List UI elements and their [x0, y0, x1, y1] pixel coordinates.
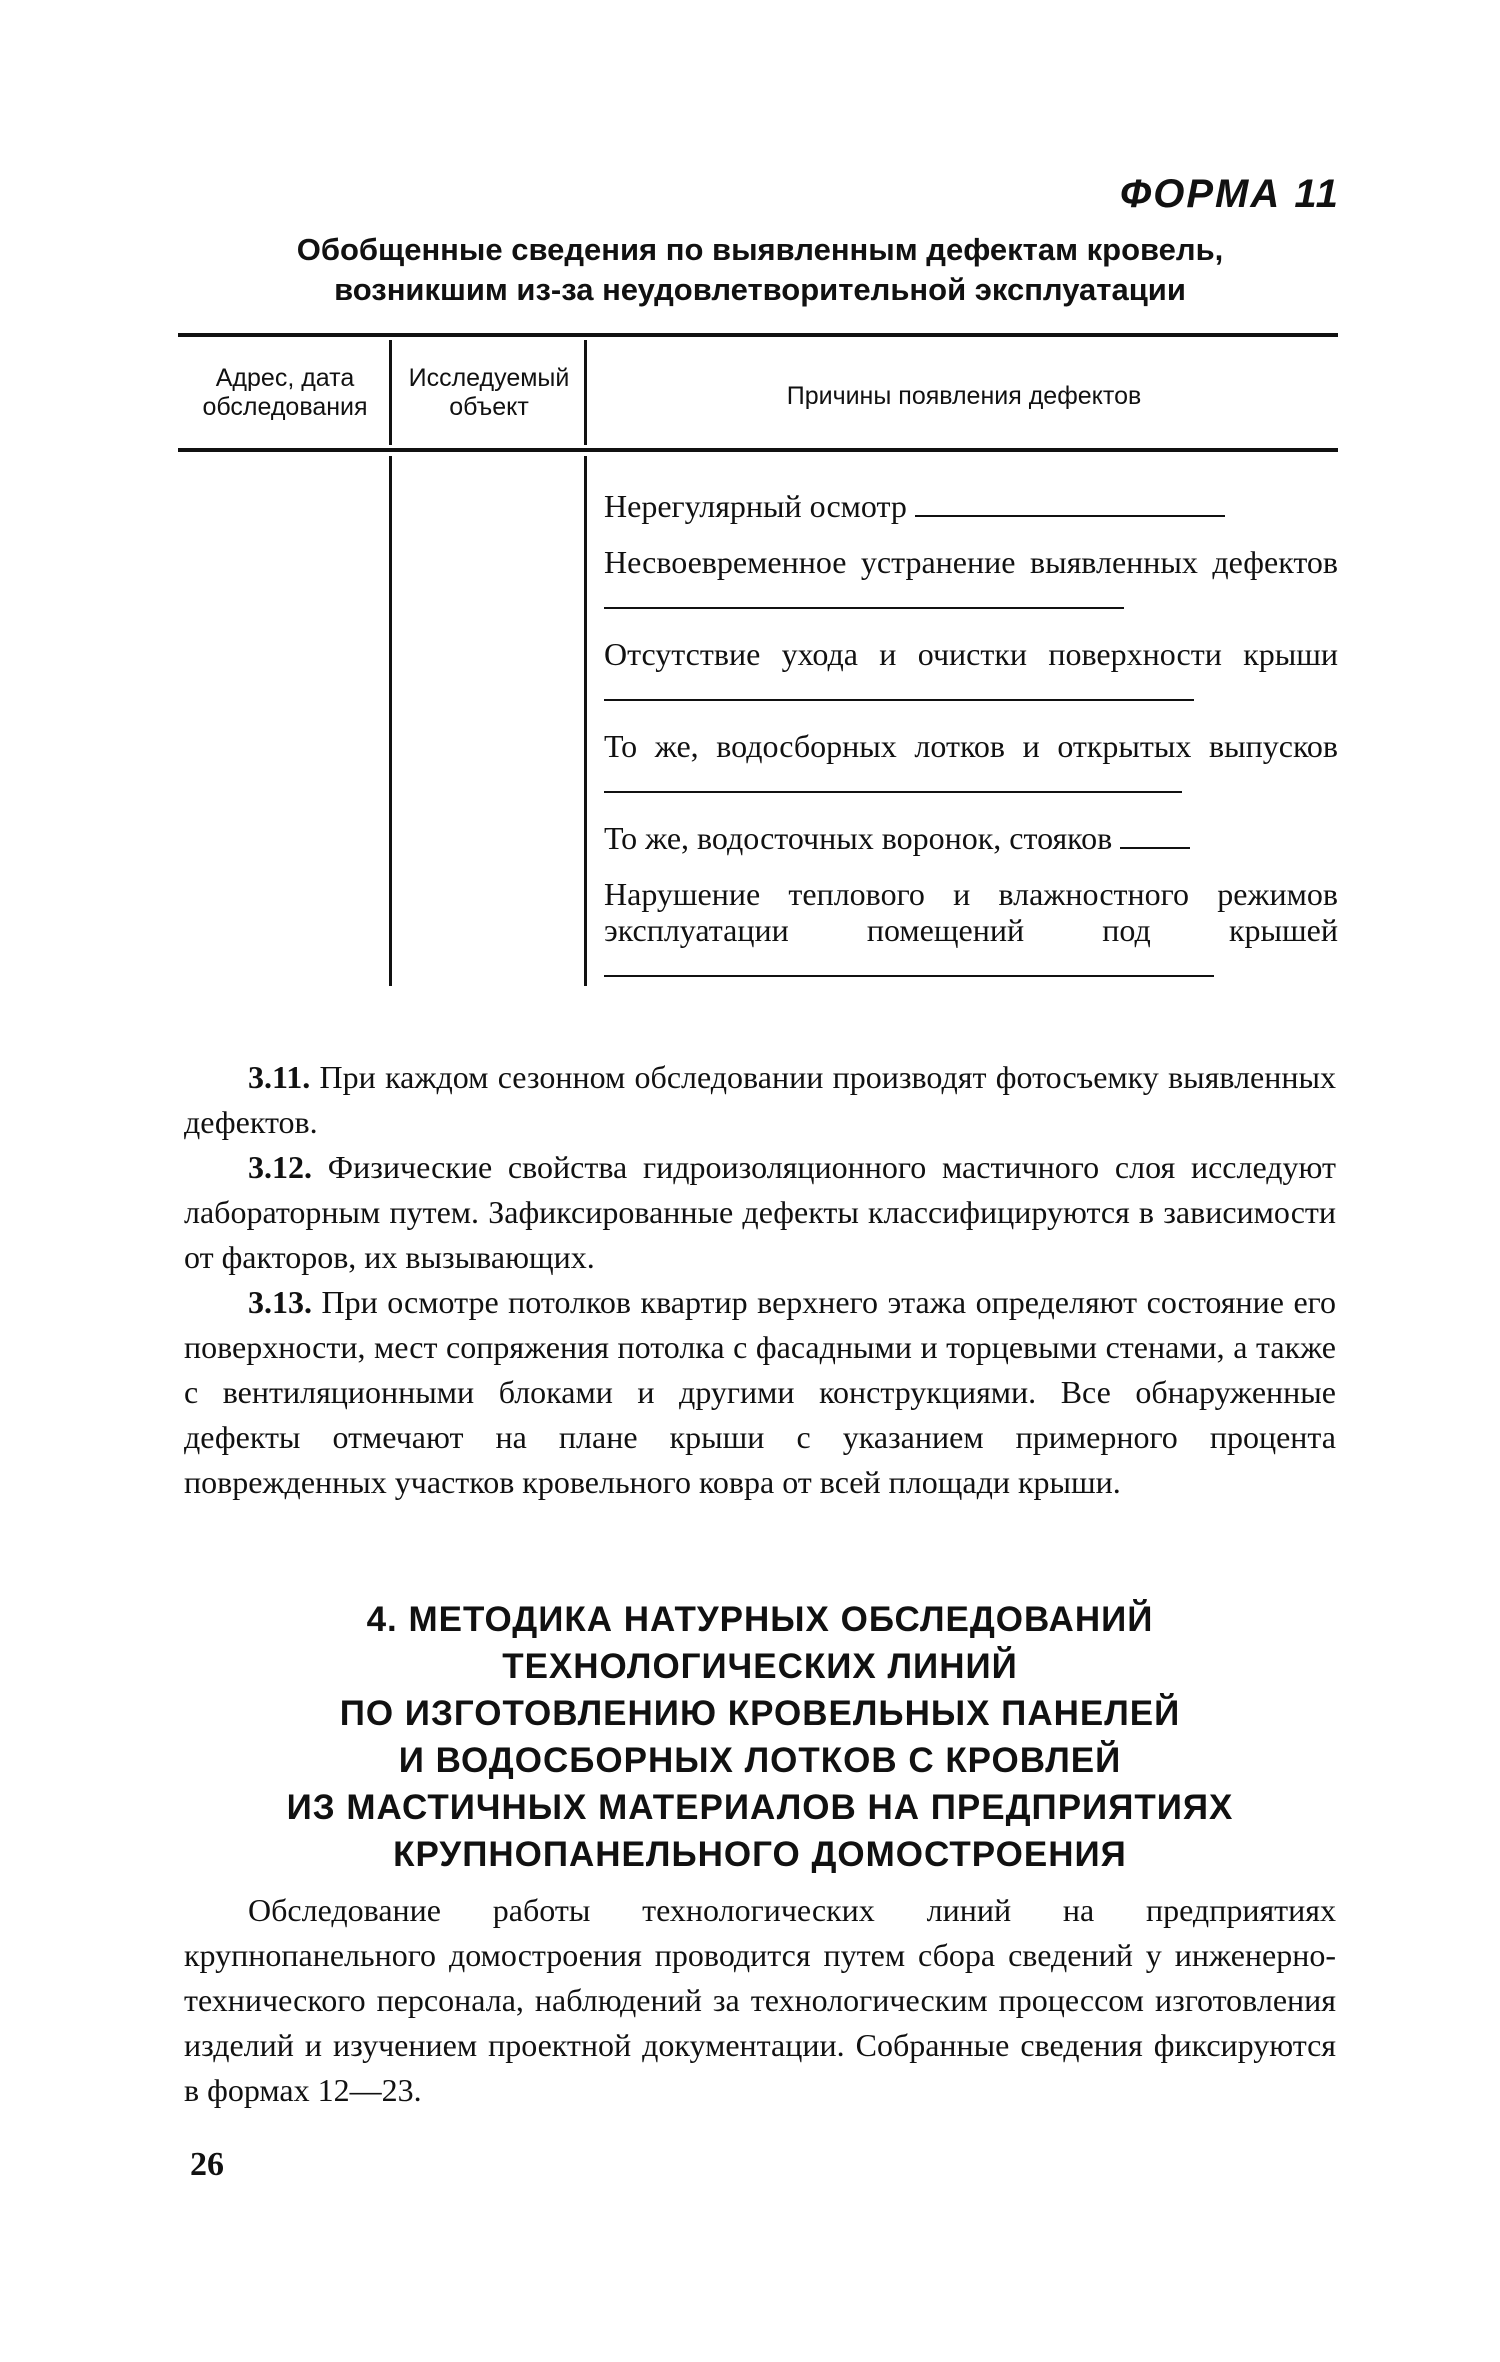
cause-item: То же, водосборных лотков и открытых выпусков: [604, 728, 1338, 800]
page-number: 26: [190, 2146, 224, 2183]
form-title: [170, 230, 1350, 310]
cause-item: То же, водосточных воронок, стояков: [604, 820, 1338, 856]
table-header-rule: [178, 448, 1338, 452]
table-header-causes: Причины появления дефектов: [786, 382, 1142, 410]
heading-line: ПО ИЗГОТОВЛЕНИЮ КРОВЕЛЬНЫХ ПАНЕЛЕЙ: [339, 1694, 1181, 1733]
column-divider: [584, 340, 587, 445]
section-body: [184, 1888, 1336, 2113]
form-title-line: Обобщенные сведения по выявленным дефектам кровель,: [296, 232, 1224, 267]
column-divider: [389, 340, 392, 445]
table-header-object: Исследуемый объект: [408, 364, 570, 421]
cause-item: Отсутствие ухода и очистки поверхности крыши: [604, 636, 1338, 708]
paragraph: 3.13. При осмотре потолков квартир верхнего этажа определяют состояние его поверхности, мест сопряжения потолка с фасадными и торцевыми стенами, а также с вентиляционными блоками и другими конструкциями. Все обнаруженные дефекты отмечают на плане крыши с указанием примерного процента поврежденных участков кровельного ковра от всей площади крыши.: [184, 1284, 1337, 1500]
paragraph: 3.12. Физические свойства гидроизоляционного мастичного слоя исследуют лабораторным путем. Зафиксированные дефекты классифицируются в зависимости от факторов, их вызывающих.: [184, 1149, 1337, 1275]
paragraph: Обследование работы технологических линий на предприятиях крупнопанельного домостроения проводится путем сбора сведений у инженерно-технического персонала, наблюдений за технологическим процессом изготовления изделий и изучением проектной документации. Собранные сведения фиксируются в формах 12—23.: [184, 1892, 1336, 2108]
heading-line: КРУПНОПАНЕЛЬНОГО ДОМОСТРОЕНИЯ: [393, 1835, 1127, 1874]
heading-line: ИЗ МАСТИЧНЫХ МАТЕРИАЛОВ НА ПРЕДПРИЯТИЯХ: [286, 1788, 1234, 1827]
form-label: ФОРМА 11: [1120, 172, 1340, 216]
column-divider: [584, 456, 587, 986]
heading-line: 4. МЕТОДИКА НАТУРНЫХ ОБСЛЕДОВАНИЙ: [366, 1600, 1154, 1639]
form-title-line: возникшим из-за неудовлетворительной эксплуатации: [334, 272, 1186, 307]
cause-item: Нарушение теплового и влажностного режимов эксплуатации помещений под крышей: [604, 876, 1338, 984]
table-top-rule: [178, 333, 1338, 337]
body-paragraphs: [184, 1055, 1336, 1505]
causes-list: [604, 488, 1338, 1004]
table-header-address: Адрес, дата обследования: [202, 364, 368, 421]
section-heading: [184, 1596, 1336, 1878]
heading-line: И ВОДОСБОРНЫХ ЛОТКОВ С КРОВЛЕЙ: [398, 1741, 1122, 1780]
cause-item: Нерегулярный осмотр: [604, 488, 1338, 524]
paragraph: 3.11. При каждом сезонном обследовании производят фотосъемку выявленных дефектов.: [184, 1059, 1337, 1140]
cause-item: Несвоевременное устранение выявленных дефектов: [604, 544, 1338, 616]
column-divider: [389, 456, 392, 986]
heading-line: ТЕХНОЛОГИЧЕСКИХ ЛИНИЙ: [502, 1647, 1018, 1686]
